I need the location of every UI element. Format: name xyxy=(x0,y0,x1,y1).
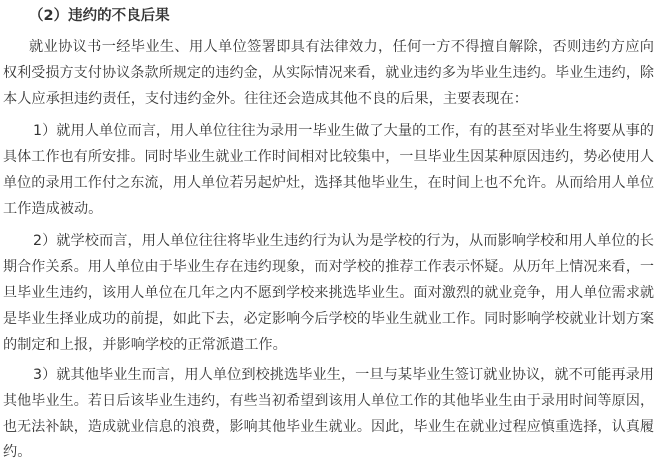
paragraph-2-line-3: 单位的录用工作付之东流，用人单位若另起炉灶，选择其他毕业生，在时间上也不允许。从而给用人单位 xyxy=(3,175,654,191)
paragraph-4-line-3: 也无法补缺，造成就业信息的浪费，影响其他毕业生就业。因此，毕业生在就业过程应慎重选择，认真履 xyxy=(3,419,654,435)
paragraph-3-line-5: 的制定和上报，并影响学校的正常派遣工作。 xyxy=(3,337,287,353)
paragraph-1-line-1: 就业协议书一经毕业生、用人单位签署即具有法律效力，任何一方不得擅自解除，否则违约方应向 xyxy=(29,39,654,55)
paragraph-2-line-4: 工作造成被动。 xyxy=(3,201,103,217)
paragraph-1-line-3: 本人应承担违约责任，支付违约金外。往往还会造成其他不良的后果，主要表现在： xyxy=(3,91,528,107)
section-heading: （2）违约的不良后果 xyxy=(29,8,170,24)
paragraph-4-line-4: 约。 xyxy=(3,444,32,460)
paragraph-2-line-2: 具体工作也有所安排。同时毕业生就业工作时间相对比较集中，一旦毕业生因某种原因违约，势必使用人 xyxy=(3,149,654,165)
paragraph-2-line-1: 1）就用人单位而言，用人单位往往为录用一毕业生做了大量的工作，有的甚至对毕业生将要从事的 xyxy=(33,123,654,139)
paragraph-3-line-3: 旦毕业生违约，该用人单位在几年之内不愿到学校来挑选毕业生。面对激烈的就业竞争，用人单位需求就 xyxy=(3,285,654,301)
paragraph-1-line-2: 权利受损方支付协议条款所规定的违约金，从实际情况来看，就业违约多为毕业生违约。毕业生违约，除 xyxy=(3,65,654,81)
paragraph-3-line-4: 是毕业生择业成功的前提，如此下去，必定影响今后学校的毕业生就业工作。同时影响学校就业计划方案 xyxy=(3,311,654,327)
paragraph-3-line-2: 期合作关系。用人单位由于毕业生存在违约现象，而对学校的推荐工作表示怀疑。从历年上情况来看，一 xyxy=(3,259,654,275)
paragraph-3-line-1: 2）就学校而言，用人单位往往将毕业生违约行为认为是学校的行为，从而影响学校和用人单位的长 xyxy=(33,233,654,249)
paragraph-4-line-1: 3）就其他毕业生而言，用人单位到校挑选毕业生，一旦与某毕业生签订就业协议，就不可能再录用 xyxy=(33,367,654,383)
paragraph-4-line-2: 其他毕业生。若日后该毕业生违约，有些当初希望到该用人单位工作的其他毕业生由于录用时间等原因， xyxy=(3,393,654,409)
